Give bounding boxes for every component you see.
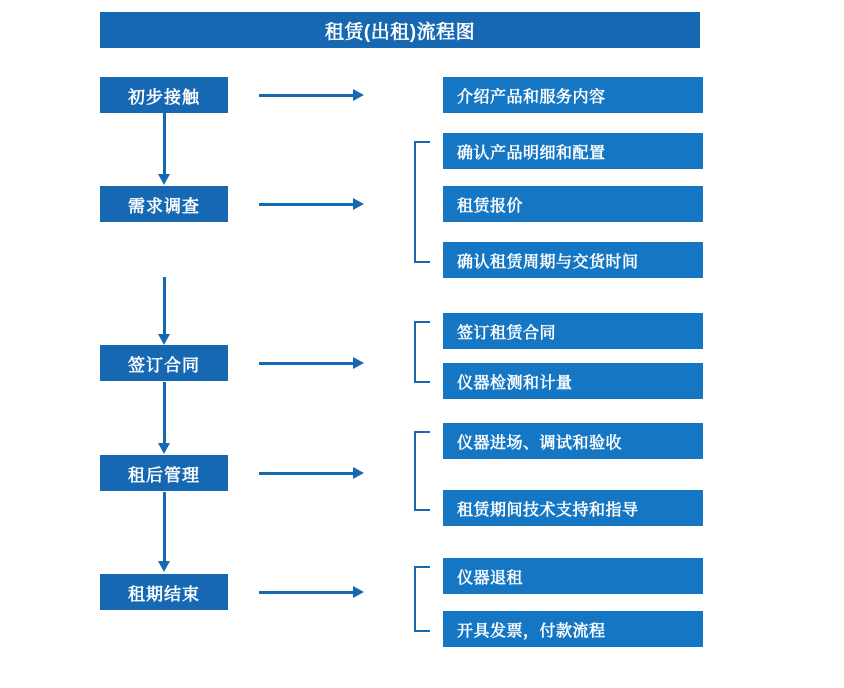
detail-box[interactable]: 确认租赁周期与交货时间 <box>443 242 703 278</box>
arrow-down-icon <box>158 113 170 185</box>
detail-box[interactable]: 租赁期间技术支持和指导 <box>443 490 703 526</box>
detail-box[interactable]: 仪器检测和计量 <box>443 363 703 399</box>
arrow-right-icon <box>259 586 364 598</box>
arrow-down-icon <box>158 382 170 454</box>
group-bracket <box>414 141 430 263</box>
arrow-right-icon <box>259 89 364 101</box>
arrow-right-icon <box>259 357 364 369</box>
group-bracket <box>414 566 430 632</box>
group-bracket <box>414 431 430 511</box>
detail-box[interactable]: 介绍产品和服务内容 <box>443 77 703 113</box>
detail-box[interactable]: 仪器进场、调试和验收 <box>443 423 703 459</box>
stage-box-needs-survey[interactable]: 需求调查 <box>100 186 228 222</box>
stage-box-post-rental-management[interactable]: 租后管理 <box>100 455 228 491</box>
stage-box-rental-end[interactable]: 租期结束 <box>100 574 228 610</box>
arrow-down-icon <box>158 277 170 345</box>
detail-box[interactable]: 签订租赁合同 <box>443 313 703 349</box>
detail-box[interactable]: 开具发票，付款流程 <box>443 611 703 647</box>
group-bracket <box>414 321 430 383</box>
page-title: 租赁(出租)流程图 <box>100 12 700 48</box>
stage-box-initial-contact[interactable]: 初步接触 <box>100 77 228 113</box>
detail-box[interactable]: 确认产品明细和配置 <box>443 133 703 169</box>
detail-box[interactable]: 租赁报价 <box>443 186 703 222</box>
detail-box[interactable]: 仪器退租 <box>443 558 703 594</box>
stage-box-sign-contract[interactable]: 签订合同 <box>100 345 228 381</box>
arrow-down-icon <box>158 492 170 572</box>
arrow-right-icon <box>259 467 364 479</box>
arrow-right-icon <box>259 198 364 210</box>
